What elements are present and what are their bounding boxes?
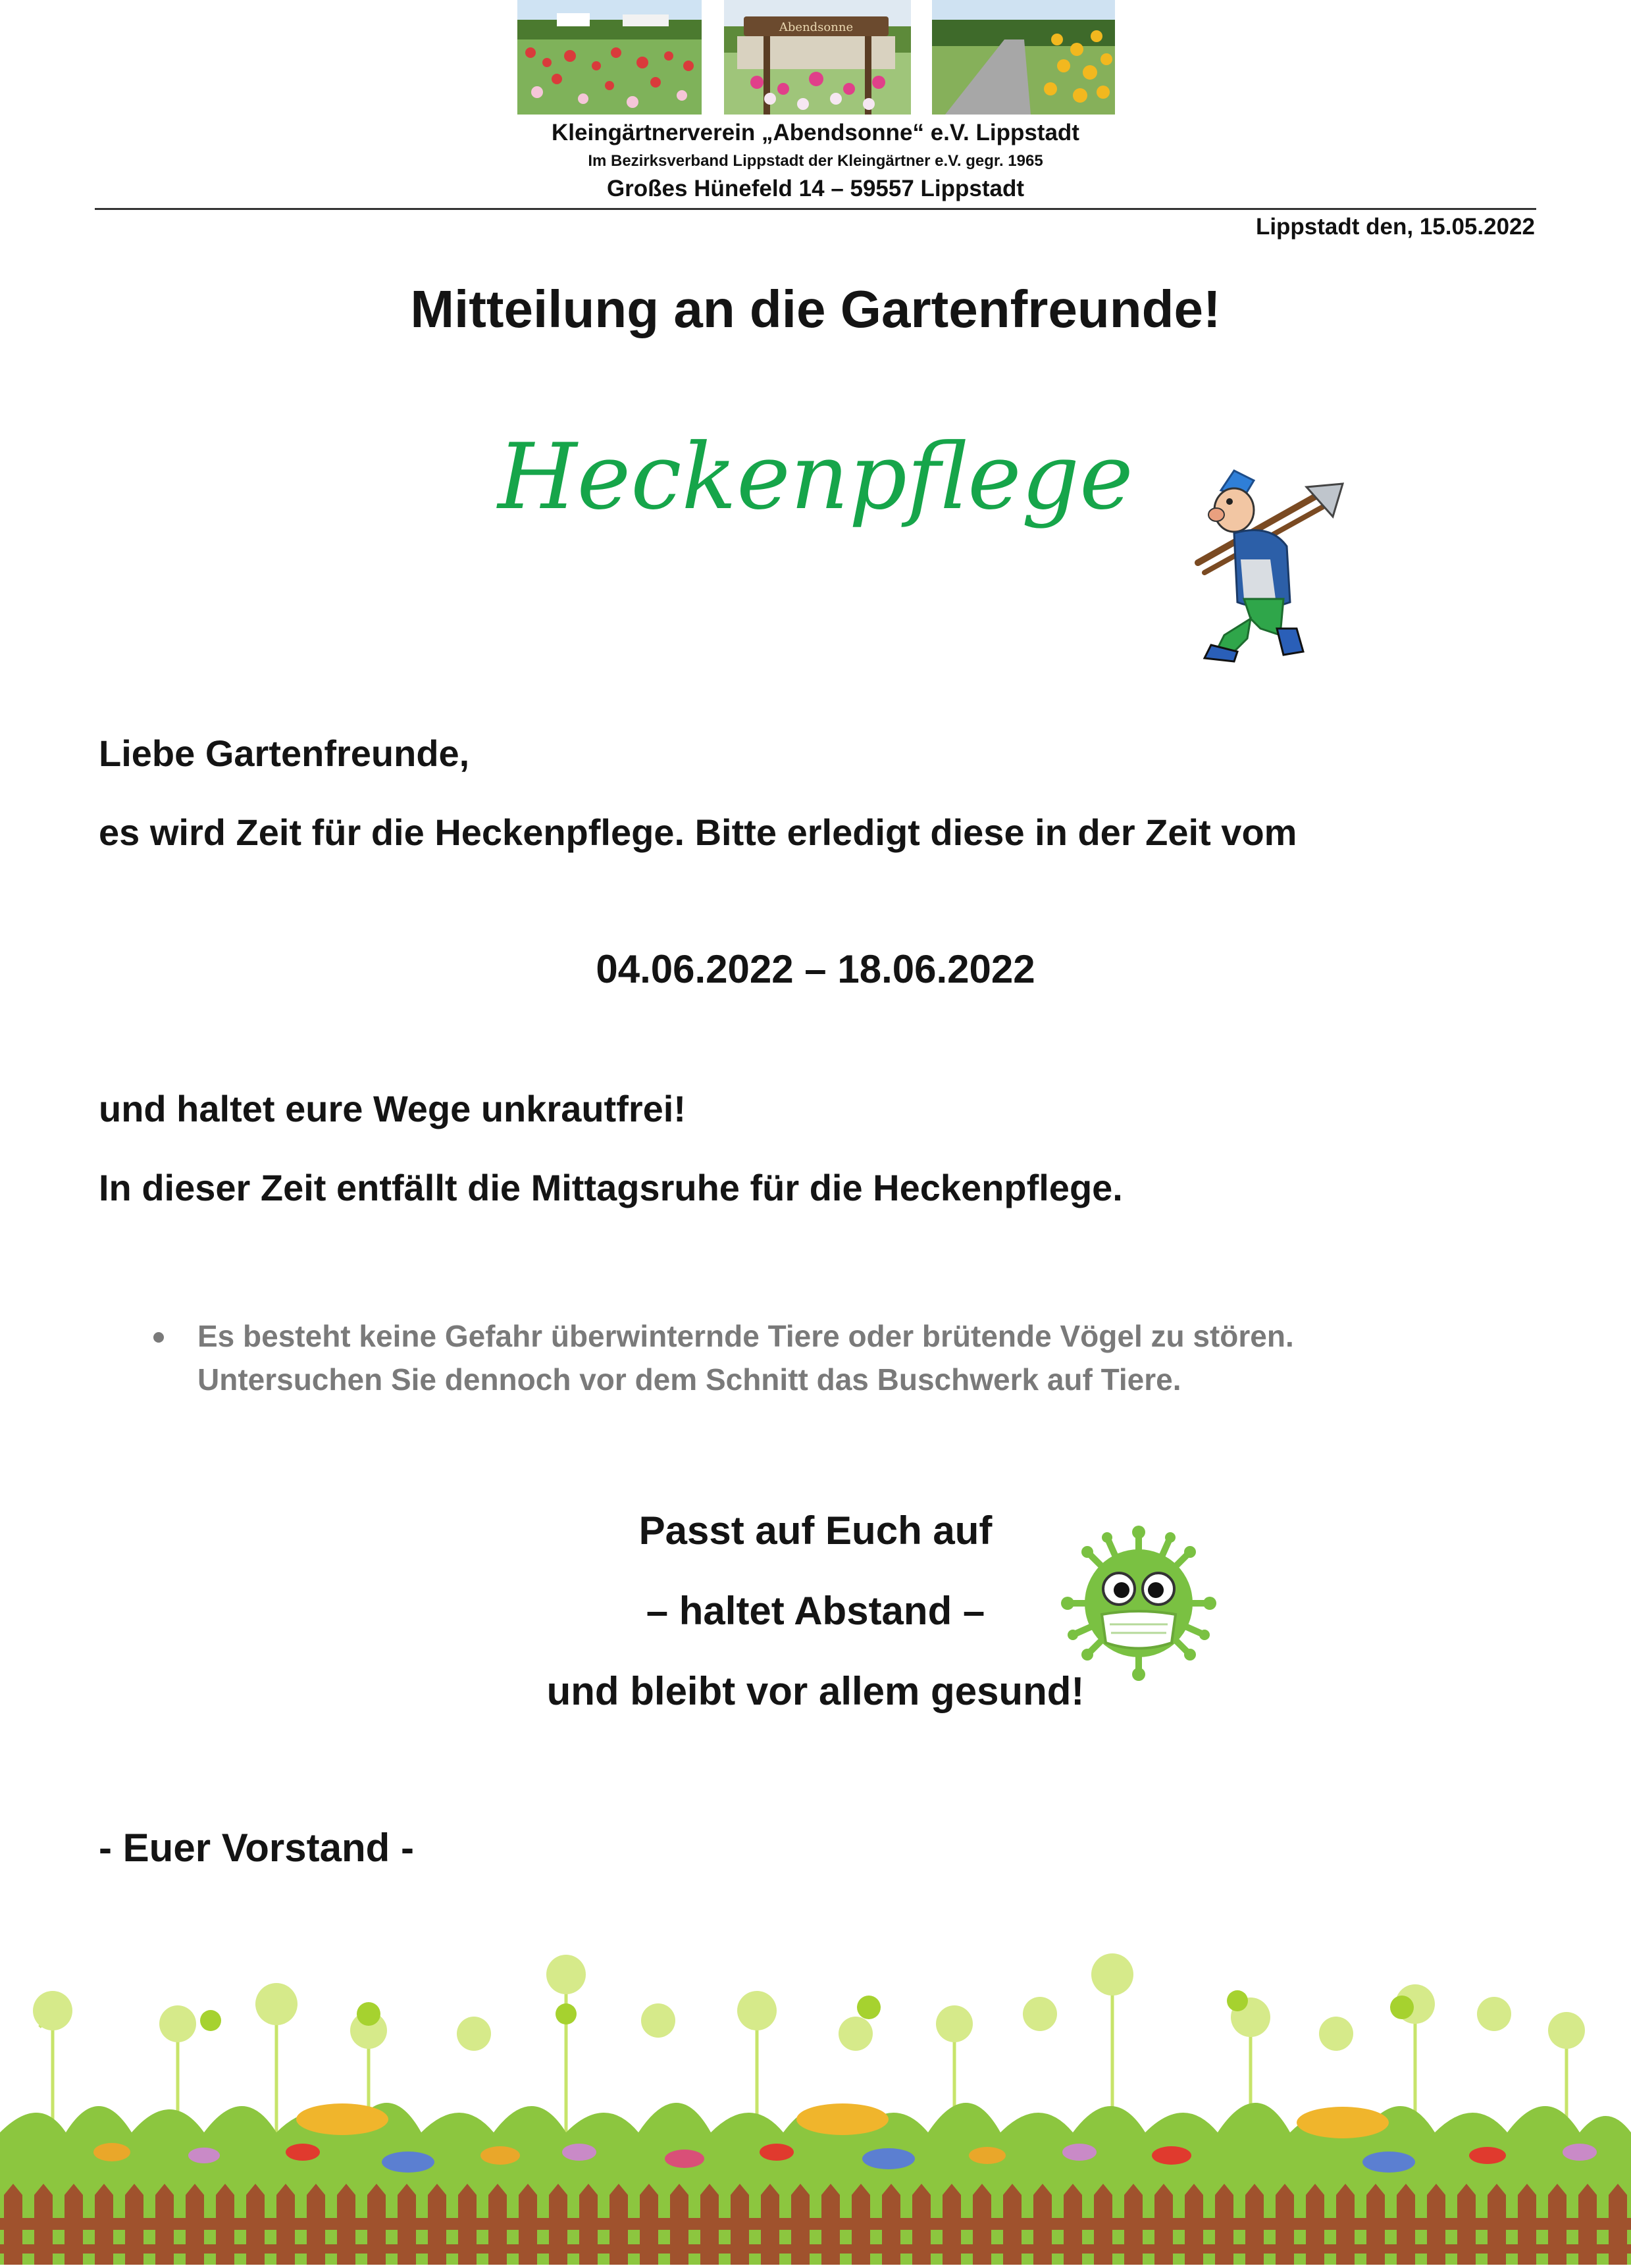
fence-picket xyxy=(1215,2184,1233,2265)
fence-picket xyxy=(1154,2184,1173,2265)
fence-picket xyxy=(1185,2184,1203,2265)
header-divider xyxy=(95,208,1536,210)
subtitle-heckenpflege: Heckenpflege xyxy=(498,424,1133,530)
header-photo-path xyxy=(932,0,1115,115)
fence-picket xyxy=(1427,2184,1445,2265)
bullet-line-1: Es besteht keine Gefahr überwinternde Tiere oder brütende Vögel zu stören. xyxy=(197,1319,1294,1353)
fence-picket xyxy=(1488,2184,1506,2265)
signature: - Euer Vorstand - xyxy=(99,1826,414,1870)
sign-text: Abendsonne xyxy=(779,20,854,34)
gardener-with-shovel-icon xyxy=(1172,461,1349,665)
fence-picket xyxy=(1033,2184,1052,2265)
header-photo-sign xyxy=(724,0,911,115)
fence-picket xyxy=(246,2184,265,2265)
fence-picket xyxy=(640,2184,658,2265)
bullet-dot xyxy=(153,1332,164,1343)
fence-picket xyxy=(488,2184,507,2265)
fence-picket xyxy=(307,2184,325,2265)
fence-picket xyxy=(34,2184,53,2265)
association-line: Im Bezirksverband Lippstadt der Kleingärtner e.V. gegr. 1965 xyxy=(588,152,1043,170)
fence-picket xyxy=(1003,2184,1022,2265)
fence-picket xyxy=(1336,2184,1355,2265)
club-name: Kleingärtnerverein „Abendsonne“ e.V. Lippstadt xyxy=(552,120,1079,145)
fence-picket xyxy=(4,2184,22,2265)
fence-picket xyxy=(398,2184,416,2265)
fence-picket xyxy=(519,2184,537,2265)
fence-picket xyxy=(1609,2184,1627,2265)
closing-line-1: Passt auf Euch auf xyxy=(638,1508,993,1553)
fence-picket xyxy=(1578,2184,1597,2265)
fence-picket xyxy=(1276,2184,1294,2265)
date-range: 04.06.2022 – 18.06.2022 xyxy=(596,947,1035,991)
fence-picket xyxy=(1245,2184,1264,2265)
fence-picket xyxy=(882,2184,900,2265)
fence-picket xyxy=(1094,2184,1112,2265)
fence-picket xyxy=(943,2184,961,2265)
fence-picket xyxy=(458,2184,477,2265)
fence-picket xyxy=(276,2184,295,2265)
fence-picket xyxy=(1397,2184,1415,2265)
fence-picket xyxy=(761,2184,779,2265)
fence-picket xyxy=(125,2184,143,2265)
fence-picket xyxy=(428,2184,446,2265)
header-photo-flowerbed xyxy=(517,0,702,115)
fence-picket xyxy=(95,2184,113,2265)
fence-picket xyxy=(579,2184,598,2265)
fence-picket xyxy=(367,2184,386,2265)
fence-picket xyxy=(1548,2184,1566,2265)
fence-picket xyxy=(1124,2184,1143,2265)
fence-picket xyxy=(1306,2184,1324,2265)
fence-picket xyxy=(852,2184,870,2265)
fence-picket xyxy=(821,2184,840,2265)
fence-picket xyxy=(912,2184,931,2265)
fence-picket xyxy=(670,2184,688,2265)
body-line-2: und haltet eure Wege unkrautfrei! xyxy=(99,1088,686,1129)
garden-fence-flowers-illustration xyxy=(0,1935,1631,2265)
fence-picket xyxy=(973,2184,991,2265)
fence-picket xyxy=(216,2184,234,2265)
fence-picket xyxy=(700,2184,719,2265)
body-line-1: es wird Zeit für die Heckenpflege. Bitte erledigt diese in der Zeit vom xyxy=(99,812,1297,853)
closing-line-3: und bleibt vor allem gesund! xyxy=(546,1669,1085,1713)
fence-picket xyxy=(731,2184,749,2265)
bullet-line-2: Untersuchen Sie dennoch vor dem Schnitt das Buschwerk auf Tiere. xyxy=(197,1362,1181,1397)
fence-picket xyxy=(791,2184,810,2265)
fence-picket xyxy=(1518,2184,1536,2265)
fence-picket xyxy=(549,2184,567,2265)
fence-picket xyxy=(1064,2184,1082,2265)
closing-line-2: – haltet Abstand – xyxy=(646,1589,985,1633)
fence-picket xyxy=(609,2184,628,2265)
body-line-3: In dieser Zeit entfällt die Mittagsruhe für die Heckenpflege. xyxy=(99,1167,1123,1208)
page-title: Mitteilung an die Gartenfreunde! xyxy=(410,280,1221,338)
fence-picket xyxy=(65,2184,83,2265)
fence-picket xyxy=(1366,2184,1385,2265)
fence-picket xyxy=(1457,2184,1476,2265)
greeting: Liebe Gartenfreunde, xyxy=(99,733,470,774)
fence-picket xyxy=(155,2184,174,2265)
fence-picket xyxy=(337,2184,355,2265)
club-address: Großes Hünefeld 14 – 59557 Lippstadt xyxy=(606,176,1025,201)
fence-picket xyxy=(186,2184,204,2265)
date-line: Lippstadt den, 15.05.2022 xyxy=(1255,214,1535,240)
virus-with-mask-icon xyxy=(1061,1526,1216,1681)
